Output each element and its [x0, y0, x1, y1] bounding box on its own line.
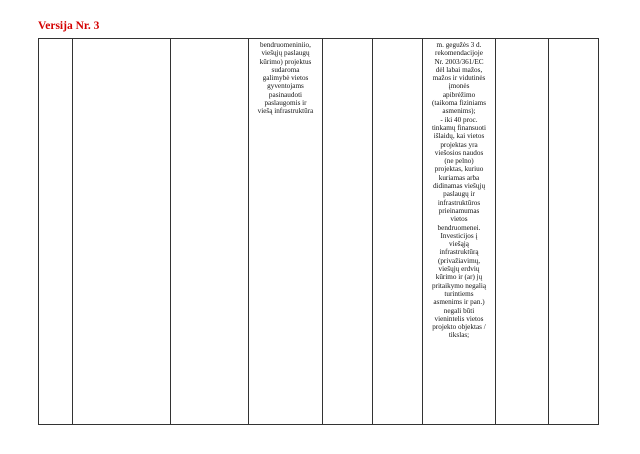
column-divider: [170, 39, 171, 424]
document-table: [38, 38, 599, 425]
table-cell-column-4: bendruomeniniio, viešųjų paslaugų kūrimo) projektus sudaroma galimybė vietos gyventojams pasinaudoti paslaugomis ir viešą infrastruktūra: [257, 41, 314, 116]
column-divider: [372, 39, 373, 424]
column-divider: [548, 39, 549, 424]
table-cell-column-8: m. gegužės 3 d. rekomendacijoje Nr. 2003/361/EC dėl labai mažos, mažos ir vidutinės įmonės apibrėžimo (taikoma fiziniams asmenims); - iki 40 proc. tinkamų finansuoti išlaidų, kai vietos projektas yra viešosios naudos (ne pelno) projektas, kuriuo kuriamas arba didinamas viešųjų paslaugų ir infrastruktūros prieinamumas vietos bendruomenei. Investicijos į viešąją infrastruktūrą (privažiavimų, viešųjų erdvių kūrimo ir (ar) jų pritaikymo negalią turintiems asmenims ir pan.) negali būti vienintelis vietos projekto objektas / tikslas;: [431, 41, 487, 340]
column-divider: [322, 39, 323, 424]
column-divider: [495, 39, 496, 424]
column-divider: [72, 39, 73, 424]
version-label: Versija Nr. 3: [38, 20, 100, 32]
